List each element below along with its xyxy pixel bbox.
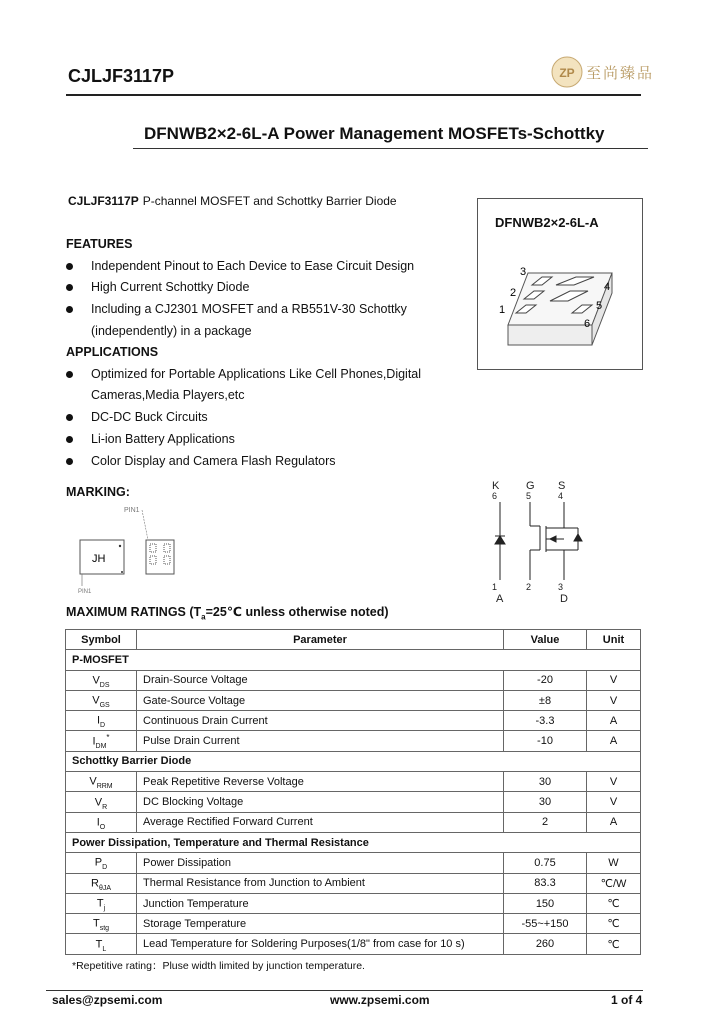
symbol-cell: $T_{stg}$ xyxy=(66,914,137,934)
column-header: Unit xyxy=(587,630,641,650)
schematic-pin: 3 xyxy=(558,582,564,592)
page-number: 1 of 4 xyxy=(611,993,643,1007)
table-row xyxy=(66,873,641,893)
unit-cell: A xyxy=(587,731,641,751)
value-cell: 30 xyxy=(504,772,587,792)
symbol-cell: $R_{\theta JA}$ xyxy=(66,873,137,893)
schematic-symbol xyxy=(486,478,596,606)
pin-number: 6 xyxy=(584,318,591,330)
value-cell: 2 xyxy=(504,812,587,832)
intro-line xyxy=(68,194,397,208)
ratings-heading: MAXIMUM RATINGS ($T_a=25℃$ unless otherwise noted) xyxy=(66,605,389,622)
document-title: DFNWB2×2-6L-A Power Management MOSFETs-Schottky xyxy=(144,124,605,143)
schematic-label: K xyxy=(492,480,500,492)
symbol-cell: $I_O$ xyxy=(66,812,137,832)
column-header: Parameter xyxy=(137,630,504,650)
unit-cell: V xyxy=(587,670,641,690)
table-row xyxy=(66,914,641,934)
bullet-icon xyxy=(66,414,73,421)
value-cell: -55~+150 xyxy=(504,914,587,934)
parameter-cell: Power Dissipation xyxy=(137,853,504,873)
pin1-label: PIN1 xyxy=(78,589,92,595)
unit-cell: ℃ xyxy=(587,893,641,913)
symbol-cell: $T_j$ xyxy=(66,893,137,913)
symbol-cell: $V_{RRM}$ xyxy=(66,772,137,792)
table-row xyxy=(66,893,641,913)
schematic-pin: 6 xyxy=(492,491,498,501)
parameter-cell: Thermal Resistance from Junction to Ambient xyxy=(137,873,504,893)
intro-part: CJLJF3117P xyxy=(68,194,139,208)
footer-email[interactable]: sales@zpsemi.com xyxy=(52,993,163,1007)
table-row xyxy=(66,853,641,873)
symbol-cell: $I_D$ xyxy=(66,711,137,731)
column-header: Value xyxy=(504,630,587,650)
value-cell: 150 xyxy=(504,893,587,913)
value-cell: -20 xyxy=(504,670,587,690)
schematic-pin: 1 xyxy=(492,582,498,592)
table-row xyxy=(66,934,641,954)
value-cell: 0.75 xyxy=(504,853,587,873)
title-divider xyxy=(133,148,648,149)
parameter-cell: Peak Repetitive Reverse Voltage xyxy=(137,772,504,792)
footnote: *Repetitive rating：Pluse width limited by junction temperature. xyxy=(72,960,365,972)
parameter-cell: Storage Temperature xyxy=(137,914,504,934)
marking-heading: MARKING: xyxy=(66,485,130,499)
symbol-cell: $I_{DM}^*$ xyxy=(66,731,137,751)
value-cell: ±8 xyxy=(504,690,587,710)
symbol-cell: $P_D$ xyxy=(66,853,137,873)
pin1-callout: PIN1 xyxy=(124,507,140,514)
pin-number: 3 xyxy=(520,266,527,278)
header-divider xyxy=(66,94,641,96)
schematic-label: D xyxy=(560,593,568,605)
table-row xyxy=(66,812,641,832)
table-row xyxy=(66,792,641,812)
applications-heading: APPLICATIONS xyxy=(66,345,159,359)
value-cell: 30 xyxy=(504,792,587,812)
footer-website[interactable]: www.zpsemi.com xyxy=(330,993,430,1007)
value-cell: -10 xyxy=(504,731,587,751)
value-cell: 260 xyxy=(504,934,587,954)
table-row xyxy=(66,731,641,751)
parameter-cell: Lead Temperature for Soldering Purposes(1/8" from case for 10 s) xyxy=(137,934,504,954)
value-cell: -3.3 xyxy=(504,711,587,731)
symbol-cell: $V_R$ xyxy=(66,792,137,812)
schematic-label: G xyxy=(526,480,535,492)
group-row: P-MOSFET xyxy=(66,650,641,670)
bullet-icon xyxy=(66,436,73,443)
table-header-row xyxy=(66,630,641,650)
pin-number: 1 xyxy=(499,304,506,316)
intro-description: P-channel MOSFET and Schottky Barrier Diode xyxy=(142,194,397,208)
unit-cell: W xyxy=(587,853,641,873)
parameter-cell: Continuous Drain Current xyxy=(137,711,504,731)
marking-code: JH xyxy=(92,553,106,565)
marking-diagram xyxy=(72,500,192,595)
table-row xyxy=(66,670,641,690)
unit-cell: ℃ xyxy=(587,914,641,934)
group-row: Schottky Barrier Diode xyxy=(66,751,641,771)
pin-number: 5 xyxy=(596,300,603,312)
logo-mark: ZP xyxy=(559,66,575,80)
bullet-icon xyxy=(66,306,73,313)
parameter-cell: Drain-Source Voltage xyxy=(137,670,504,690)
unit-cell: A xyxy=(587,711,641,731)
bullet-icon xyxy=(66,371,73,378)
schematic-label: A xyxy=(496,593,504,605)
package-drawing xyxy=(490,255,630,355)
value-cell: 83.3 xyxy=(504,873,587,893)
parameter-cell: Junction Temperature xyxy=(137,893,504,913)
unit-cell: ℃ xyxy=(587,934,641,954)
parameter-cell: Gate-Source Voltage xyxy=(137,690,504,710)
table-row xyxy=(66,772,641,792)
schematic-label: S xyxy=(558,480,566,492)
unit-cell: A xyxy=(587,812,641,832)
package-label: DFNWB2×2-6L-A xyxy=(495,215,599,230)
column-header: Symbol xyxy=(66,630,137,650)
symbol-cell: $V_{DS}$ xyxy=(66,670,137,690)
bullet-icon xyxy=(66,458,73,465)
parameter-cell: Average Rectified Forward Current xyxy=(137,812,504,832)
unit-cell: V xyxy=(587,690,641,710)
footer-divider xyxy=(46,990,643,991)
schematic-pin: 2 xyxy=(526,582,532,592)
pin-number: 2 xyxy=(510,287,517,299)
schematic-pin: 4 xyxy=(558,491,564,501)
symbol-cell: $V_{GS}$ xyxy=(66,690,137,710)
parameter-cell: DC Blocking Voltage xyxy=(137,792,504,812)
bullet-icon xyxy=(66,263,73,270)
unit-cell: V xyxy=(587,792,641,812)
pin-number: 4 xyxy=(604,281,611,293)
unit-cell: ℃/W xyxy=(587,873,641,893)
table-row xyxy=(66,711,641,731)
parameter-cell: Pulse Drain Current xyxy=(137,731,504,751)
table-row xyxy=(66,690,641,710)
bullet-icon xyxy=(66,284,73,291)
unit-cell: V xyxy=(587,772,641,792)
schematic-pin: 5 xyxy=(526,491,532,501)
group-row: Power Dissipation, Temperature and Thermal Resistance xyxy=(66,832,641,852)
ratings-table xyxy=(65,629,641,955)
symbol-cell: $T_L$ xyxy=(66,934,137,954)
part-number: CJLJF3117P xyxy=(68,66,175,86)
features-heading: FEATURES xyxy=(66,237,133,251)
logo-text: 至尚臻品 xyxy=(586,64,655,82)
